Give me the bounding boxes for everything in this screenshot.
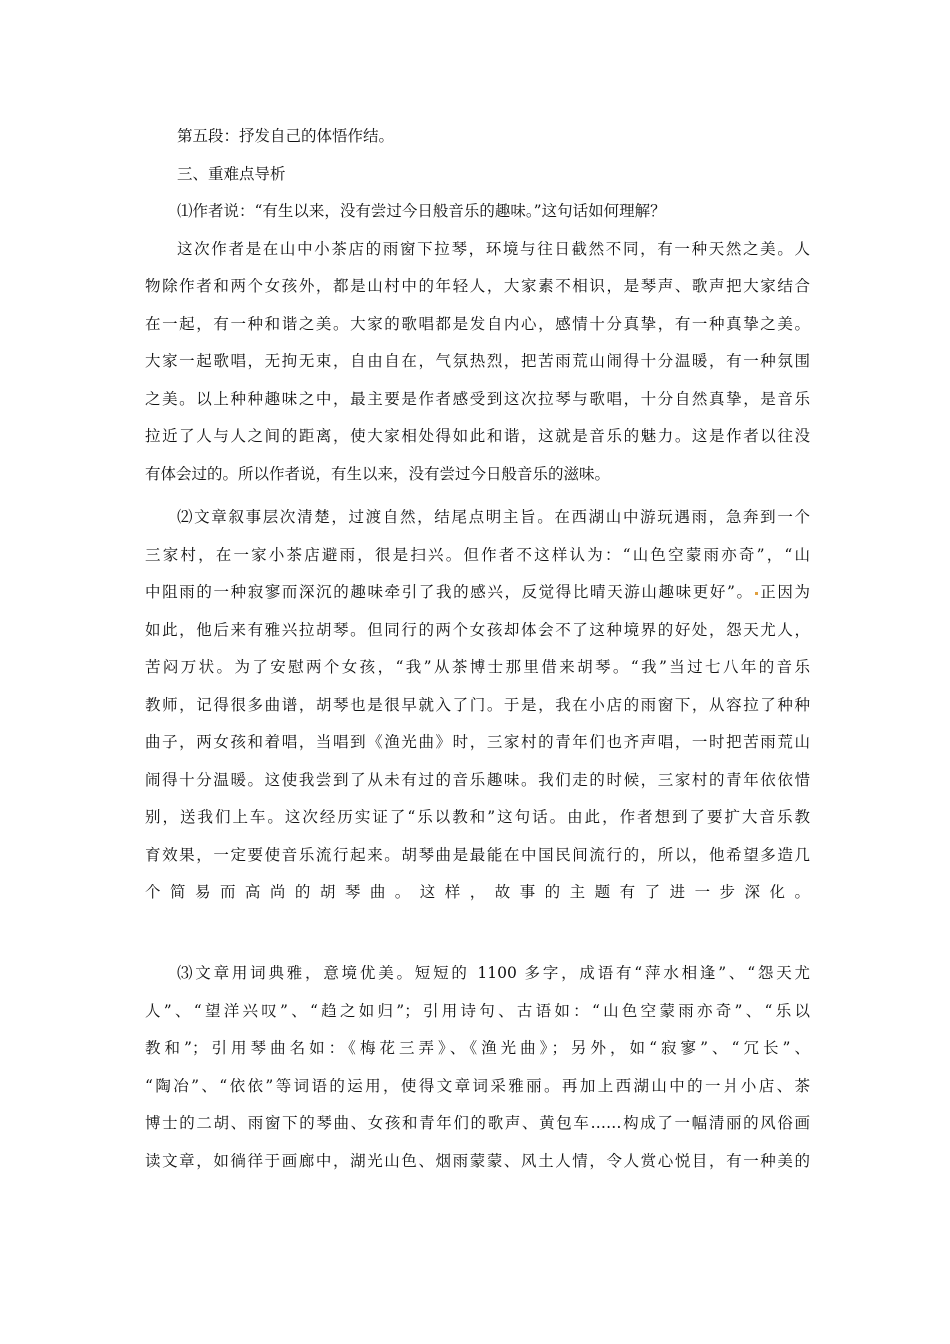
paragraph-line: ⑵文章叙事层次清楚，过渡自然，结尾点明主旨。在西湖山中游玩遇雨，急奔到一个 (177, 508, 810, 526)
paragraph-line: 教师，记得很多曲谱，胡琴也是很早就入了门。于是，我在小店的雨窗下，从容拉了种种 (145, 695, 810, 714)
paragraph-3 (145, 955, 810, 1180)
paragraph-line: 人”、“望洋兴叹”、“趋之如归”；引用诗句、古语如：“山色空蒙雨亦奇”、“乐以 (145, 1001, 810, 1020)
annotation-mark (755, 592, 758, 595)
paragraph-line: 物除作者和两个女孩外，都是山村中的年轻人，大家素不相识，是琴声、歌声把大家结合 (145, 277, 810, 295)
paragraph-line: 个简易而高尚的胡琴曲。这样，故事的主题有了进一步深化。 (145, 883, 810, 901)
document-page (145, 118, 810, 1180)
paragraph-line: 在一起，有一种和谐之美。大家的歌唱都是发自内心，感情十分真挚，有一种真挚之美。 (145, 314, 810, 333)
paragraph-2 (145, 499, 810, 949)
paragraph-line: 三家村，在一家小茶店避雨，很是扫兴。但作者不这样认为：“山色空蒙雨亦奇”，“山 (145, 545, 810, 564)
paragraph-line: 博士的二胡、雨窗下的琴曲、女孩和青年们的歌声、黄包车……构成了一幅清丽的风俗画 (145, 1114, 810, 1132)
section-heading-fifth-paragraph: 第五段：抒发自己的体悟作结。 (177, 127, 395, 145)
paragraph-line (145, 912, 810, 950)
paragraph-line: 苦闷万状。为了安慰两个女孩，“我”从茶博士那里借来胡琴。“我”当过七八年的音乐 (145, 658, 810, 676)
paragraph-line: 大家一起歌唱，无拘无束，自由自在，气氛热烈，把苦雨荒山闹得十分温暖，有一种氛围 (145, 352, 810, 370)
paragraph-line: 曲子，两女孩和着唱，当唱到《渔光曲》时，三家村的青年们也齐声唱，一时把苦雨荒山 (145, 733, 810, 751)
paragraph-line: 读文章，如徜徉于画廊中，湖光山色、烟雨蒙蒙、风土人情，令人赏心悦目，有一种美的 (145, 1151, 810, 1170)
paragraph-line: 闹得十分温暖。这使我尝到了从未有过的音乐趣味。我们走的时候，三家村的青年依依惜 (145, 770, 810, 789)
section-heading-key-points: 三、重难点导析 (177, 164, 286, 183)
paragraph-line-text: 正因为 (758, 583, 810, 601)
paragraph-1 (145, 231, 810, 494)
paragraph-line: ⑶文章用词典雅，意境优美。短短的 1100 多字，成语有“萍水相逢”、“怨天尤 (177, 964, 810, 982)
paragraph-line: “陶冶”、“依依”等词语的运用，使得文章词采雅丽。再加上西湖山中的一爿小店、茶 (145, 1076, 810, 1095)
paragraph-line: 拉近了人与人之间的距离，使大家相处得如此和谐，这就是音乐的魅力。这是作者以往没 (145, 427, 810, 445)
paragraph-line: 这次作者是在山中小茶店的雨窗下拉琴，环境与往日截然不同，有一种天然之美。人 (177, 239, 810, 258)
paragraph-line: 之美。以上种种趣味之中，最主要是作者感受到这次拉琴与歌唱，十分自然真挚，是音乐 (145, 389, 810, 408)
paragraph-line: 教和”；引用琴曲名如：《梅花三弄》、《渔光曲》；另外，如“寂寥”、“冗长”、 (145, 1039, 810, 1057)
paragraph-line-text: 中阻雨的一种寂寥而深沉的趣味牵引了我的感兴，反觉得比晴天游山趣味更好”。 (145, 583, 754, 601)
paragraph-line: 育效果，一定要使音乐流行起来。胡琴曲是最能在中国民间流行的，所以，他希望多造几 (145, 845, 810, 864)
question-1: ⑴作者说：“有生以来，没有尝过今日般音乐的趣味。”这句话如何理解？ (177, 202, 666, 220)
paragraph-line (145, 574, 810, 612)
paragraph-line: 别，送我们上车。这次经历实证了“乐以教和”这句话。由此，作者想到了要扩大音乐教 (145, 808, 810, 826)
paragraph-line: 如此，他后来有雅兴拉胡琴。但同行的两个女孩却体会不了这种境界的好处，怨天尤人， (145, 620, 810, 639)
paragraph-line: 有体会过的。所以作者说，有生以来，没有尝过今日般音乐的滋味。 (145, 464, 611, 483)
